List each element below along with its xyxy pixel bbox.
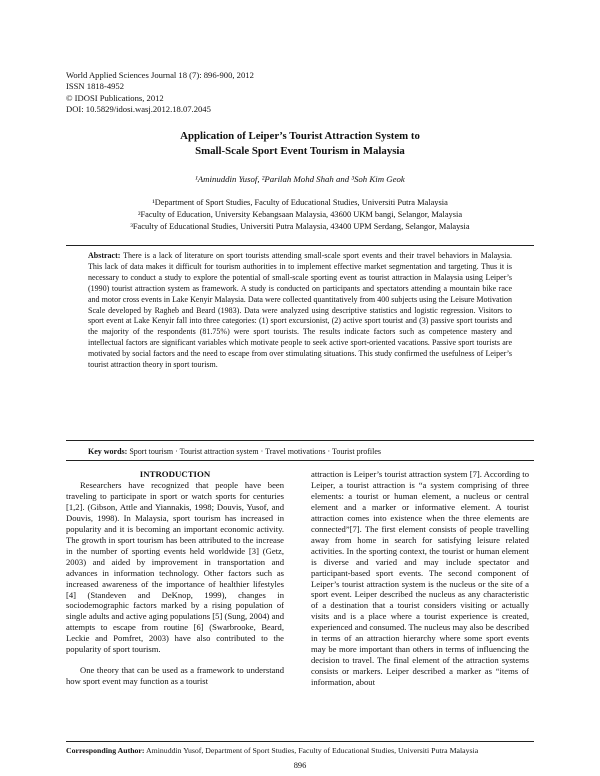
journal-header xyxy=(66,70,254,116)
affiliation-1: ¹Department of Sport Studies, Faculty of Educational Studies, Universiti Putra Malaysia xyxy=(152,198,448,207)
corresponding-author-label: Corresponding Author: xyxy=(66,746,145,755)
paragraph: One theory that can be used as a framework to understand how sport event may function as a tourist xyxy=(66,665,284,687)
affiliations xyxy=(70,197,530,232)
abstract-text: There is a lack of literature on sport tourists attending small-scale sport events and their travel behaviors in Malaysia. This lack of data makes it difficult for tourism authorities in to implement effective market segmentation and targeting. Thus it is necessary to conduct a study to explore the potential of small-scale sporting event as tourist attraction in Malaysia using Leiper’s (1990) tourist attraction system as framework. A study is conducted on participants and spectators attending a mountain bike race and motor cross events in Lake Kenyir Malaysia. Data were collected quantitatively from 400 subjects using the Leisure Motivation Scale developed by Ragheb and Beard (1983). Data were analyzed using descriptive statistics and logistic regression. Visitors to sport event at Lake Kenyir fall into three categories: (1) sport excursionist, (2) active sport tourist and (3) passive sport tourists and the majority of the respondents (81.75%) were sport tourists. The results indicate factors such as competence mastery and intellectual factors are significant variables which motivate people to seek active sport-oriented vacations. Passive sport tourists are motivated by social factors and the need to escape from over stimulating situations. This study confirmed the usefulness of Leiper’s tourist attraction theory in sport tourism. xyxy=(88,251,513,370)
paragraph: Researchers have recognized that people have been traveling to participate in sport or watch sports for centuries [1,2]. (Gibson, Attle and Yiannakis, 1998; Douvis, Yusof, and Douvis, 1998). In Malaysia, sport tourism has increased in popularity and it is becoming an important economic activity. The growth in sport tourism has been attributed to the increase in the number of sporting events held worldwide [3] (Getz, 2003) and aided by improvement in transportation and advances in information technology. Other factors such as increased awareness of the importance of healthier lifestyles [4] (Standeven and DeKnop, 1999), changes in sociodemographic factors marked by a rising population of single adults and active aging populations [5] (Sung, 2004) and attempts to escape from routine [6] (Swarbrooke, Beard, Leckie and Pomfret, 2003) have also contributed to the popularity of sport tourism. xyxy=(66,480,284,655)
title-line-1: Application of Leiper’s Tourist Attraction System to xyxy=(180,130,420,142)
affiliation-3: ³Faculty of Educational Studies, Universiti Putra Malaysia, 43400 UPM Serdang, Selangor, Malaysia xyxy=(130,221,470,231)
paper-title xyxy=(70,129,530,159)
title-line-2: Small-Scale Sport Event Tourism in Malaysia xyxy=(195,145,405,157)
corresponding-author xyxy=(66,746,534,755)
section-heading-introduction: INTRODUCTION xyxy=(139,469,211,479)
footer-divider xyxy=(66,741,534,742)
page-number: 896 xyxy=(293,761,307,770)
keywords xyxy=(88,447,528,456)
author-list: ¹Aminuddin Yusof, ²Parilah Mohd Shah and ³Soh Kim Geok xyxy=(195,174,405,184)
column-right xyxy=(311,469,529,688)
divider-top xyxy=(66,245,534,246)
journal-citation: World Applied Sciences Journal 18 (7): 896-900, 2012 xyxy=(66,70,254,80)
corresponding-author-text: Aminuddin Yusof, Department of Sport Studies, Faculty of Educational Studies, Universiti Putra Malaysia xyxy=(146,746,479,755)
abstract-label: Abstract: xyxy=(88,251,121,260)
keywords-label: Key words: xyxy=(88,447,128,456)
divider-bottom xyxy=(66,460,534,461)
column-left xyxy=(66,480,284,687)
paragraph: attraction is Leiper’s tourist attraction system [7]. According to Leiper, a tourist attraction is “a system comprising of three elements: a tourist or human element, a nucleus or central element and a marker or informative element. A tourist attraction comes into existence when the three elements are connected”[7]. The first element consists of people travelling away from home in search for satisfying leisure related activities. In the sporting context, the tourist or human element is diverse and varied and may include spectator and participant-based sport events. The second component of Leiper’s tourist attraction system is the nucleus or the site of a sport event. Leiper described the nucleus as any characteristic of a destination that a tourist considers visiting or actually visits and is a place where a tourist experience is created, experienced and consumed. The nucleus may also be described in terms of an attraction hierarchy where some sport events may be more important than others in terms of influencing the decision to travel. The final element of the attraction systems consists or markers. Leiper described a marker as “items of information, about xyxy=(311,469,529,688)
doi: DOI: 10.5829/idosi.wasj.2012.18.07.2045 xyxy=(66,104,211,115)
divider-middle xyxy=(66,440,534,441)
keywords-text: Sport tourism · Tourist attraction system · Travel motivations · Tourist profiles xyxy=(129,447,382,456)
issn: ISSN 1818-4952 xyxy=(66,81,125,92)
affiliation-2: ²Faculty of Education, University Kebangsaan Malaysia, 43600 UKM bangi, Selangor, Malaysia xyxy=(137,209,463,219)
copyright: © IDOSI Publications, 2012 xyxy=(66,92,164,103)
abstract xyxy=(88,251,512,371)
